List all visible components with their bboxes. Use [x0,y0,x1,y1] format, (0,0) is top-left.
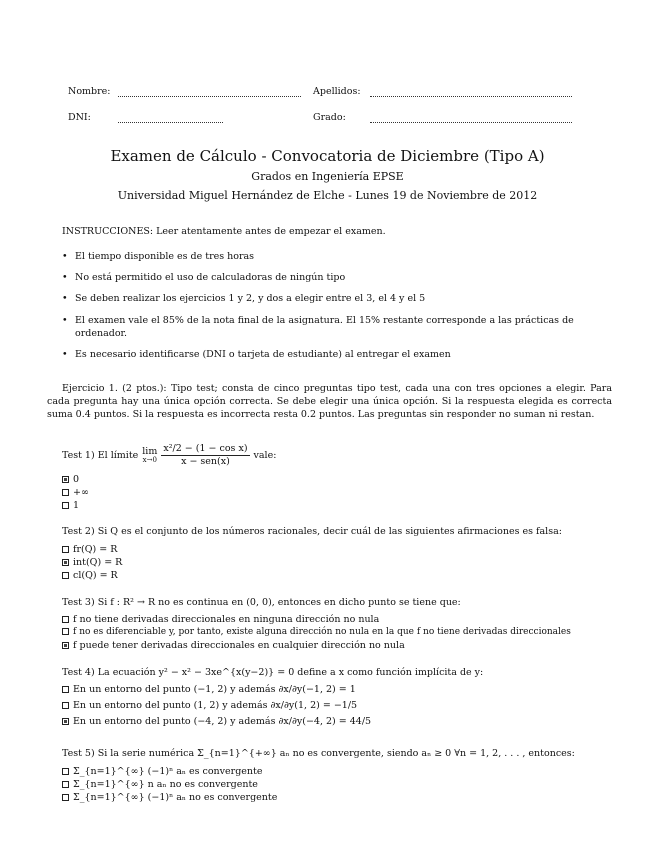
checkbox[interactable] [62,768,69,775]
fraction-denominator: x − sen(x) [181,456,230,467]
checkbox[interactable] [62,718,69,725]
instruction-item: • El examen vale el 85% de la nota final de la asignatura. El 15% restante corresponde a las prácticas de ordenador. [75,314,590,340]
exam-subtitle-university: Universidad Miguel Hernández de Elche - Lunes 19 de Noviembre de 2012 [117,189,538,202]
checkbox[interactable] [62,502,69,509]
checkbox[interactable] [62,559,69,566]
exercise1-paragraph [47,382,612,421]
test3-option-3[interactable]: f puede tener derivadas direccionales en cualquier dirección no nula [62,640,405,651]
nombre-field[interactable] [118,96,301,97]
test3-option-1[interactable]: f no tiene derivadas direccionales en ninguna dirección no nula [62,614,379,625]
checkbox[interactable] [62,794,69,801]
test5-option-2[interactable]: Σ_{n=1}^{∞} n aₙ no es convergente [62,779,258,790]
test3-option-2[interactable]: f no es diferenciable y, por tanto, existe alguna dirección no nula en la que f no tiene derivadas direccionales [62,627,571,637]
exercise1-heading: Ejercicio 1. (2 ptos.): [62,383,167,394]
checkbox[interactable] [62,616,69,623]
test1-option-2[interactable]: +∞ [62,487,89,498]
test1-option-3[interactable]: 1 [62,500,79,511]
instruction-item: • Es necesario identificarse (DNI o tarjeta de estudiante) al entregar el examen [75,349,451,360]
limit-fraction [161,443,249,468]
test1-suffix: vale: [253,450,277,461]
checkbox[interactable] [62,781,69,788]
test4-option-2[interactable]: En un entorno del punto (1, 2) y además ∂x/∂y(1, 2) = −1/5 [62,700,357,711]
checkbox[interactable] [62,642,69,649]
limit-word: lim [142,445,158,457]
instructions-label: INSTRUCCIONES [62,226,150,237]
instruction-item: • El tiempo disponible es de tres horas [75,251,254,262]
checkbox[interactable] [62,686,69,693]
test5-question: Test 5) Si la serie numérica Σ_{n=1}^{+∞} aₙ no es convergente, siendo aₙ ≥ 0 ∀n = 1, 2, . . . , entonces: [62,748,575,759]
fraction-numerator: x²/2 − (1 − cos x) [163,443,248,454]
apellidos-field[interactable] [370,96,572,97]
checkbox[interactable] [62,702,69,709]
apellidos-label: Apellidos: [313,86,361,97]
test4-option-3[interactable]: En un entorno del punto (−4, 2) y además ∂x/∂y(−4, 2) = 44/5 [62,716,371,727]
dni-field[interactable] [118,122,223,123]
limit-operator [142,447,157,465]
test1-prefix: Test 1) El límite [62,450,139,461]
test2-option-3[interactable]: cl(Q) = R [62,570,118,581]
instructions-text: : Leer atentamente antes de empezar el examen. [149,226,386,237]
checkbox[interactable] [62,546,69,553]
test1-option-1[interactable]: 0 [62,474,79,485]
exam-subtitle-degrees: Grados en Ingeniería EPSE [251,170,404,183]
test2-option-1[interactable]: fr(Q) = R [62,544,117,555]
dni-label: DNI: [68,112,91,123]
test4-question: Test 4) La ecuación y² − x² − 3xe^{x(y−2)} = 0 define a x como función implícita de y: [62,667,484,678]
grado-label: Grado: [313,112,346,123]
instructions-line [62,226,386,237]
instruction-item: • Se deben realizar los ejercicios 1 y 2, y dos a elegir entre el 3, el 4 y el 5 [75,293,425,304]
test5-option-3[interactable]: Σ_{n=1}^{∞} (−1)ⁿ aₙ no es convergente [62,792,277,803]
test4-option-1[interactable]: En un entorno del punto (−1, 2) y además ∂x/∂y(−1, 2) = 1 [62,684,356,695]
exam-title: Examen de Cálculo - Convocatoria de Diciembre (Tipo A) [110,147,545,165]
grado-field[interactable] [370,122,572,123]
exercise1-text: Tipo test; consta de cinco preguntas tipo test, cada una con tres opciones a elegir. Para cada pregunta hay una única opción correcta. Se debe elegir una única opción. Si la respuesta elegida es correcta suma 0.4 puntos. Si la respuesta es incorrecta resta 0.2 puntos. Las preguntas sin responder no suman ni restan. [47,383,612,420]
test3-question: Test 3) Si f : R² → R no es continua en (0, 0), entonces en dicho punto se tiene que: [62,597,461,608]
test2-question: Test 2) Si Q es el conjunto de los números racionales, decir cuál de las siguientes afirmaciones es falsa: [62,526,562,537]
checkbox[interactable] [62,489,69,496]
limit-subscript: x→0 [142,455,157,464]
test1-question [62,443,276,468]
checkbox[interactable] [62,476,69,483]
nombre-label: Nombre: [68,86,111,97]
test2-option-2[interactable]: int(Q) = R [62,557,122,568]
checkbox[interactable] [62,572,69,579]
checkbox[interactable] [62,628,69,635]
test5-option-1[interactable]: Σ_{n=1}^{∞} (−1)ⁿ aₙ es convergente [62,766,262,777]
instruction-item: • No está permitido el uso de calculadoras de ningún tipo [75,272,345,283]
